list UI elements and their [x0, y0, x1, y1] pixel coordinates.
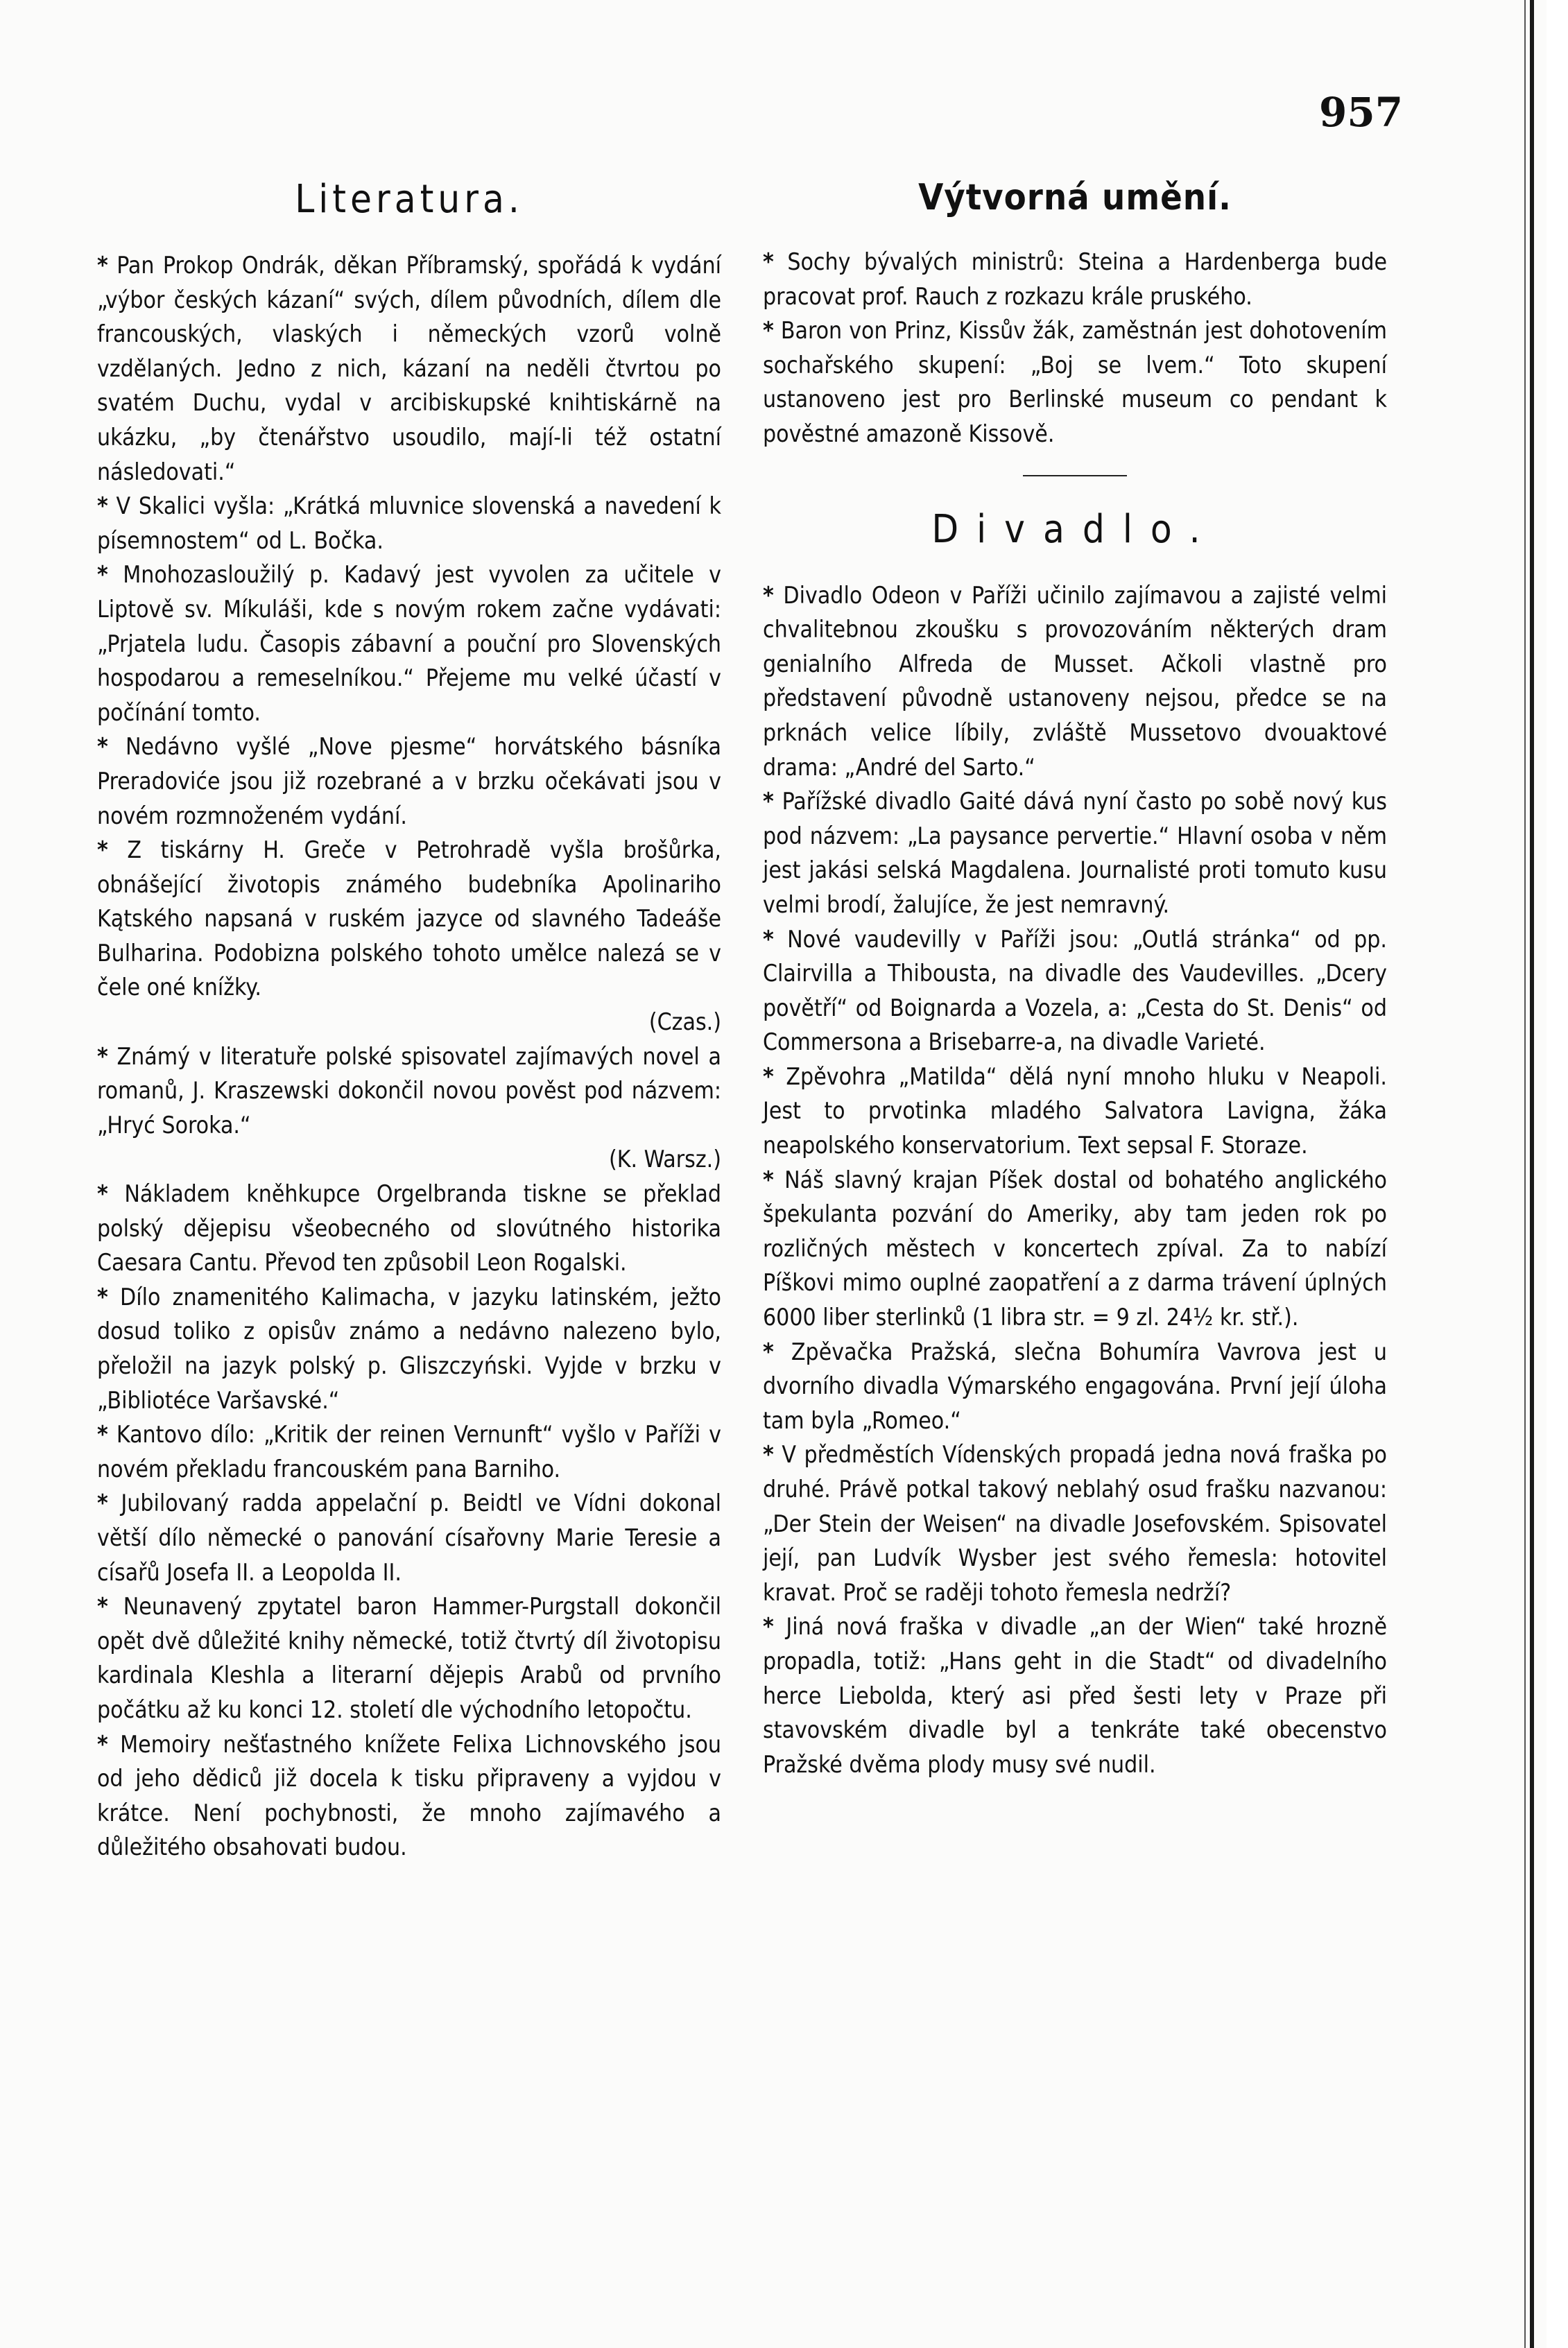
article-paragraph: * Jiná nová fraška v divadle „an der Wien“ také hrozně propadla, totiž: „Hans geht in die Stadt“ od divadelního herce Liebolda, který asi před šesti lety v Praze při stavovském divadle byl a tenkráte také obecenstvo Pražské dvěma plody musy své nudil. [763, 1613, 1387, 1778]
article-paragraph: * Zpěvohra „Matilda“ dělá nyní mnoho hluku v Neapoli. Jest to prvotinka mladého Salvatora Lavigna, žáka neapolského konservatorium. Text sepsal F. Storaze. [763, 1062, 1387, 1159]
right-column [763, 177, 1387, 1781]
left-column [97, 177, 721, 1865]
section-title-literatura: Literatura. [295, 177, 524, 222]
source-attribution: (Czas.) [648, 1008, 721, 1036]
article-paragraph: * Nákladem kněhkupce Orgelbranda tiskne se překlad polský dějepisu všeobecného od slovútného historika Caesara Cantu. Převod ten způsobil Leon Rogalski. [97, 1180, 721, 1277]
section-divider [1023, 475, 1127, 476]
article-paragraph: * Jubilovaný radda appelační p. Beidtl ve Vídni dokonal větší dílo německé o panování císařovny Marie Teresie a císařů Josefa II. a Leopolda II. [97, 1490, 721, 1586]
article-paragraph: * Divadlo Odeon v Paříži učinilo zajímavou a zajisté velmi chvalitebnou zkoušku s provozováním některých dram genialního Alfreda de Musset. Ačkoli vlastně pro představení původně ustanoveny nejsou, předce se na prknách velice líbily, zvláště Mussetovo dvouaktové drama: „André del Sarto.“ [763, 581, 1387, 781]
article-paragraph: * Baron von Prinz, Kissův žák, zaměstnán jest dohotovením sochařského skupení: „Boj se lvem.“ Toto skupení ustanoveno jest pro Berlinské museum co pendant k pověstné amazoně Kissově. [763, 317, 1387, 447]
article-paragraph: * Pan Prokop Ondrák, děkan Příbramský, spořádá k vydání „výbor českých kázaní“ svých, dílem původních, dílem dle francouských, vlaských i německých vzorů volně vzdělaných. Jedno z nich, kázaní na neděli čtvrtou po svatém Duchu, vydal v arcibiskupské knihtiskárně na ukázku, „by čtenářstvo usoudilo, mají-li též ostatní následovati.“ [97, 252, 721, 485]
article-paragraph: * Zpěvačka Pražská, slečna Bohumíra Vavrova jest u dvorního divadla Výmarského engagována. První její úloha tam byla „Romeo.“ [763, 1338, 1387, 1434]
page-edge-inner [1524, 0, 1526, 2348]
article-paragraph: * Náš slavný krajan Píšek dostal od bohatého anglického špekulanta pozvání do Ameriky, aby tam jeden rok po rozličných městech v koncertech zpíval. Za to nabízí Píškovi mimo ouplné zaopatření a z darma trávení úplných 6000 liber sterlinků (1 libra str. = 9 zl. 24½ kr. stř.). [763, 1166, 1387, 1331]
article-paragraph: * Memoiry nešťastného knížete Felixa Lichnovského jsou od jeho dědiců již docela k tisku připraveny a vyjdou v krátce. Není pochybnosti, že mnoho zajímavého a důležitého obsahovati budou. [97, 1730, 721, 1861]
page-number: 957 [1319, 89, 1404, 136]
article-paragraph: * Neunavený zpytatel baron Hammer-Purgstall dokončil opět dvě důležité knihy německé, totiž čtvrtý díl životopisu kardinala Kleshla a literarní dějepis Arabů od prvního počátku až ku konci 12. století dle východního letopočtu. [97, 1593, 721, 1723]
article-paragraph: * V předměstích Vídenských propadá jedna nová fraška po druhé. Právě potkal takový neblahý osud frašku nazvanou: „Der Stein der Weisen“ na divadle Josefovském. Spisovatel její, pan Ludvík Wysber jest svého řemesla: hotovitel kravat. Proč se raději tohoto řemesla nedrží? [763, 1441, 1387, 1606]
page-edge [1530, 0, 1534, 2348]
article-paragraph: * Kantovo dílo: „Kritik der reinen Vernunft“ vyšlo v Paříži v novém překladu francouském pana Barniho. [97, 1421, 721, 1483]
article-paragraph: * V Skalici vyšla: „Krátká mluvnice slovenská a navedení k písemnostem“ od L. Bočka. [97, 492, 721, 554]
article-paragraph: * Nedávno vyšlé „Nove pjesme“ horvátského básníka Preradoviće jsou již rozebrané a v brzku očekávati jsou v novém rozmnoženém vydání. [97, 733, 721, 829]
source-attribution: (K. Warsz.) [608, 1146, 721, 1173]
article-paragraph: * Dílo znamenitého Kalimacha, v jazyku latinském, ježto dosud toliko z opisův známo a nedávno nalezeno bylo, přeložil na jazyk polský p. Gliszczyński. Vyjde v brzku v „Bibliotéce Varšavské.“ [97, 1283, 721, 1414]
article-paragraph: * Z tiskárny H. Greče v Petrohradě vyšla brošůrka, obnášející životopis známého budebníka Apolinariho Kątského napsaná v ruském jazyce od slavného Tadeáše Bulharina. Podobizna polského tohoto umělce nalezá se v čele oné knížky. (Czas.) [97, 833, 721, 1039]
section-title-divadlo: Divadlo. [931, 506, 1218, 552]
article-paragraph: * Pařížské divadlo Gaité dává nyní často po sobě nový kus pod názvem: „La paysance pervertie.“ Hlavní osoba v něm jest jakási selská Magdalena. Journalisté proti tomuto kusu velmi brodí, žalujíce, že jest nemravný. [763, 788, 1387, 918]
article-paragraph: * Nové vaudevilly v Paříži jsou: „Outlá stránka“ od pp. Clairvilla a Thibousta, na divadle des Vaudevilles. „Dcery povětří“ od Boignarda a Vozela, a: „Cesta do St. Denis“ od Commersona a Brisebarre-a, na divadle Varieté. [763, 925, 1387, 1056]
article-paragraph: * Sochy bývalých ministrů: Steina a Hardenberga bude pracovat prof. Rauch z rozkazu krále pruského. [763, 248, 1388, 310]
article-paragraph: * Mnohozasloužilý p. Kadavý jest vyvolen za učitele v Liptově sv. Míkuláši, kde s novým rokem začne vydávati: „Prjatela ludu. Časopis zábavní a pouční pro Slovenských hospodarou a remeselníkou.“ Přejeme mu velké účastí v počínání tomto. [97, 561, 722, 726]
section-title-vytvorna-umeni: Výtvorná umění. [918, 177, 1232, 218]
article-paragraph: * Známý v literatuře polské spisovatel zajímavých novel a romanů, J. Kraszewski dokončil novou pověst pod názvem: „Hryć Soroka.“ (K. Warsz.) [97, 1039, 721, 1177]
